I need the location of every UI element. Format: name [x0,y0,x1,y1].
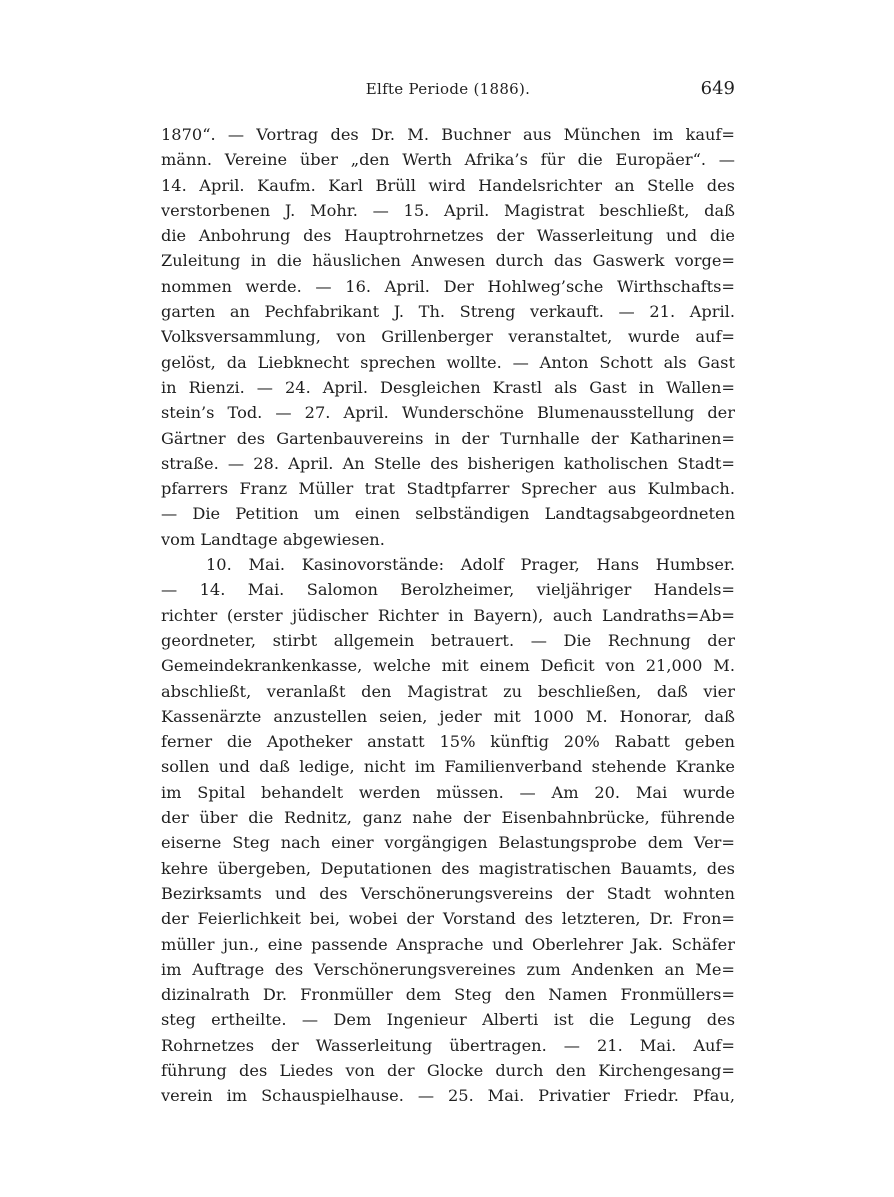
text-line: — 14. Mai. Salomon Berolzheimer, vieljähriger Handels= [161,580,735,600]
text-line: im Auftrage des Verschönerungsvereines zum Andenken an Me= [161,959,735,979]
text-line: in Rienzi. — 24. April. Desgleichen Krastl als Gast in Wallen= [161,377,735,397]
running-title: Elfte Periode (1886). [365,80,531,98]
text-line: 14. April. Kaufm. Karl Brüll wird Handelsrichter an Stelle des [161,175,735,195]
text-line: sollen und daß ledige, nicht im Familienverband stehende Kranke [161,757,735,777]
text-line: verstorbenen J. Mohr. — 15. April. Magistrat beschließt, daß [161,200,735,220]
text-line: der Feierlichkeit bei, wobei der Vorstand des letzteren, Dr. Fron= [161,909,735,929]
text-line: führung des Liedes von der Glocke durch den Kirchengesang= [161,1060,735,1080]
page-number: 649 [700,78,735,99]
text-line: Bezirksamts und des Verschönerungsvereins der Stadt wohnten [161,883,735,903]
text-line: Gärtner des Gartenbauvereins in der Turnhalle der Katharinen= [161,428,735,448]
text-line: kehre übergeben, Deputationen des magistratischen Bauamts, des [161,858,735,878]
text-line: männ. Vereine über „den Werth Afrika’s für die Europäer“. — [161,150,735,170]
page-header [161,78,735,102]
text-line: Zuleitung in die häuslichen Anwesen durch das Gaswerk vorge= [161,251,735,271]
text-line: nommen werde. — 16. April. Der Hohlweg’sche Wirthschafts= [161,276,735,296]
text-line: eiserne Steg nach einer vorgängigen Belastungsprobe dem Ver= [161,833,735,853]
text-line: ferner die Apotheker anstatt 15% künftig 20% Rabatt geben [161,732,735,752]
text-line: straße. — 28. April. An Stelle des bisherigen katholischen Stadt= [161,453,735,473]
text-line: steg ertheilte. — Dem Ingenieur Alberti ist die Legung des [161,1010,735,1030]
text-line: Gemeindekrankenkasse, welche mit einem Deficit von 21,000 M. [161,656,735,676]
text-line: geordneter, stirbt allgemein betrauert. — Die Rechnung der [161,630,735,650]
book-page [161,78,735,1109]
text-line: Volksversammlung, von Grillenberger veranstaltet, wurde auf= [161,327,735,347]
text-line: Rohrnetzes der Wasserleitung übertragen. — 21. Mai. Auf= [161,1035,735,1055]
text-line: stein’s Tod. — 27. April. Wunderschöne Blumenausstellung der [161,403,735,423]
text-line: dizinalrath Dr. Fronmüller dem Steg den Namen Fronmüllers= [161,985,735,1005]
text-line: der über die Rednitz, ganz nahe der Eisenbahnbrücke, führende [161,808,735,828]
text-line: müller jun., eine passende Ansprache und Oberlehrer Jak. Schäfer [161,934,735,954]
text-line: im Spital behandelt werden müssen. — Am 20. Mai wurde [161,782,735,802]
text-line: gelöst, da Liebknecht sprechen wollte. — Anton Schott als Gast [161,352,735,372]
text-line: — Die Petition um einen selbständigen Landtagsabgeordneten [161,504,735,524]
body-text [161,122,735,1109]
text-line: die Anbohrung des Hauptrohrnetzes der Wasserleitung und die [161,226,735,246]
text-line: pfarrers Franz Müller trat Stadtpfarrer Sprecher aus Kulmbach. [161,479,735,499]
text-line: abschließt, veranlaßt den Magistrat zu beschließen, daß vier [161,681,735,701]
text-line: verein im Schauspielhause. — 25. Mai. Privatier Friedr. Pfau, [161,1086,735,1106]
text-line: Kassenärzte anzustellen seien, jeder mit 1000 M. Honorar, daß [161,706,735,726]
text-line: 1870“. — Vortrag des Dr. M. Buchner aus München im kauf= [161,125,735,144]
paragraph-end-line: vom Landtage abgewiesen. [161,529,385,549]
paragraph-start-line: 10. Mai. Kasinovorstände: Adolf Prager, Hans Humbser. [206,555,735,575]
text-line: richter (erster jüdischer Richter in Bayern), auch Landraths=Ab= [161,605,735,625]
text-line: garten an Pechfabrikant J. Th. Streng verkauft. — 21. April. [161,302,735,322]
